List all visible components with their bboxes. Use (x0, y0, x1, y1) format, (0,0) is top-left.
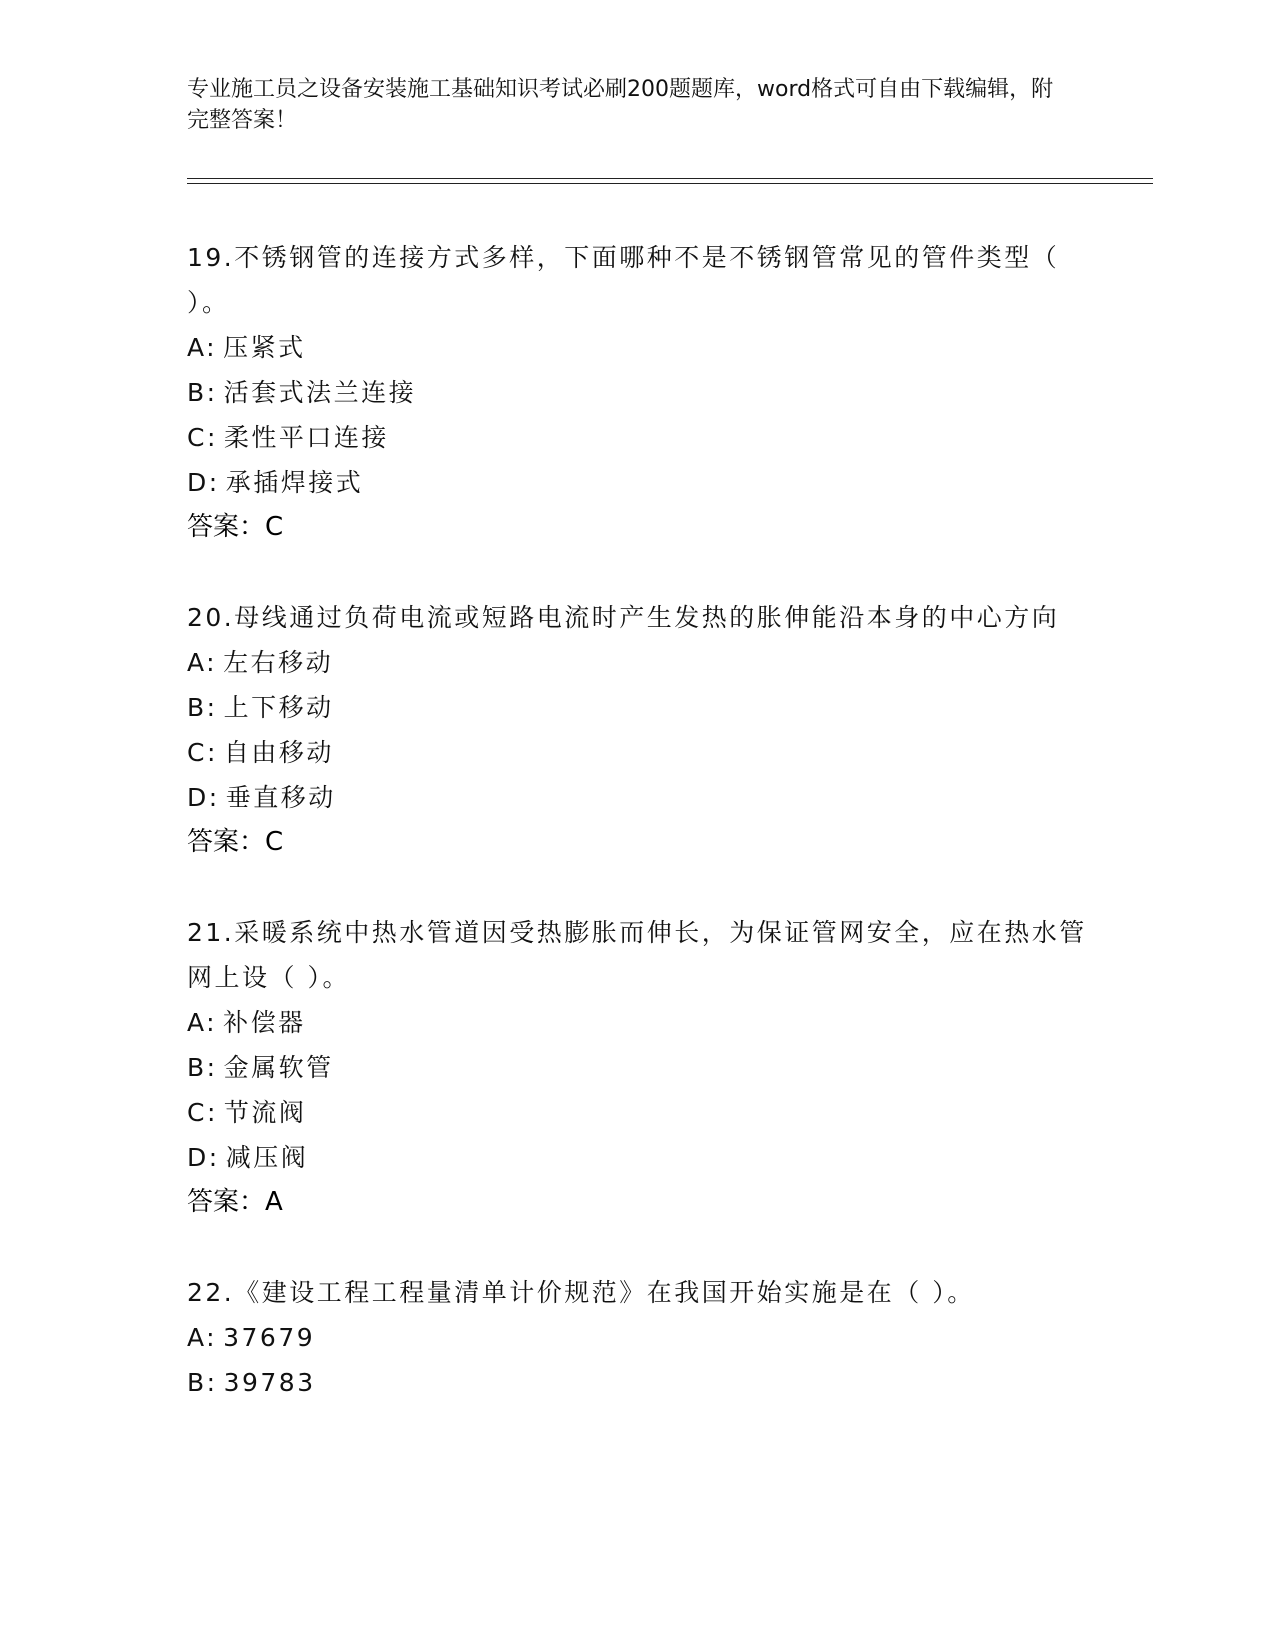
option-c: C: 自由移动 (187, 738, 334, 767)
answer-value: C (265, 827, 284, 857)
option-text: 自由移动 (223, 738, 334, 767)
option-text: 减压阀 (225, 1143, 309, 1172)
option-text: 左右移动 (223, 648, 334, 677)
option-letter: D (187, 468, 209, 497)
option-text: 补偿器 (223, 1008, 306, 1037)
answer-line (187, 1180, 1087, 1225)
option-text: 垂直移动 (225, 783, 336, 812)
option-b: B: 活套式法兰连接 (187, 378, 417, 407)
option-c: C: 节流阀 (187, 1098, 307, 1127)
answer-label: 答案： (187, 512, 266, 542)
option-d: D: 承插焊接式 (187, 468, 364, 497)
option-d: D: 垂直移动 (187, 783, 336, 812)
option-letter: D (187, 1143, 209, 1172)
option-letter: C (187, 1098, 207, 1127)
option-letter: B (187, 378, 207, 407)
option-text: 节流阀 (223, 1098, 307, 1127)
answer-line (187, 820, 1087, 865)
question-22 (187, 1270, 1087, 1405)
question-list (187, 235, 1087, 1450)
answer-label: 答案： (187, 1187, 266, 1217)
option-letter: B (187, 1053, 207, 1082)
option-letter: D (187, 783, 209, 812)
option-letter: B (187, 693, 207, 722)
header-rule-top (187, 178, 1153, 179)
question-21 (187, 910, 1087, 1225)
page-header: 专业施工员之设备安装施工基础知识考试必刷200题题库，word格式可自由下载编辑，附完整答案！ (187, 77, 1054, 133)
answer-line (187, 505, 1087, 550)
question-stem: 22.《建设工程工程量清单计价规范》在我国开始实施是在（ ）。 (187, 1278, 975, 1307)
option-b: B: 39783 (187, 1368, 316, 1397)
question-stem: 19.不锈钢管的连接方式多样，下面哪种不是不锈钢管常见的管件类型（ ）。 (187, 243, 1060, 317)
option-d: D: 减压阀 (187, 1143, 309, 1172)
answer-label: 答案： (187, 827, 266, 857)
option-a: A: 压紧式 (187, 333, 306, 362)
question-19 (187, 235, 1087, 550)
option-b: B: 上下移动 (187, 693, 334, 722)
option-letter: C (187, 738, 207, 767)
question-stem: 20.母线通过负荷电流或短路电流时产生发热的胀伸能沿本身的中心方向 (187, 603, 1060, 632)
option-letter: A (187, 1008, 207, 1037)
option-a: A: 左右移动 (187, 648, 334, 677)
option-text: 39783 (223, 1368, 316, 1397)
option-c: C: 柔性平口连接 (187, 423, 389, 452)
option-text: 压紧式 (223, 333, 306, 362)
option-text: 上下移动 (223, 693, 334, 722)
option-letter: A (187, 648, 207, 677)
answer-value: A (265, 1187, 283, 1217)
question-20 (187, 595, 1087, 865)
option-letter: A (187, 1323, 207, 1352)
option-text: 金属软管 (223, 1053, 334, 1082)
option-a: A: 37679 (187, 1323, 316, 1352)
option-letter: C (187, 423, 207, 452)
option-b: B: 金属软管 (187, 1053, 334, 1082)
option-text: 活套式法兰连接 (223, 378, 417, 407)
option-text: 承插焊接式 (225, 468, 364, 497)
answer-value: C (265, 512, 284, 542)
header-rule-bottom (187, 183, 1153, 184)
option-text: 柔性平口连接 (223, 423, 389, 452)
option-a: A: 补偿器 (187, 1008, 306, 1037)
option-letter: A (187, 333, 207, 362)
question-stem: 21.采暖系统中热水管道因受热膨胀而伸长，为保证管网安全，应在热水管网上设（ ）。 (187, 918, 1087, 992)
option-letter: B (187, 1368, 207, 1397)
option-text: 37679 (223, 1323, 316, 1352)
